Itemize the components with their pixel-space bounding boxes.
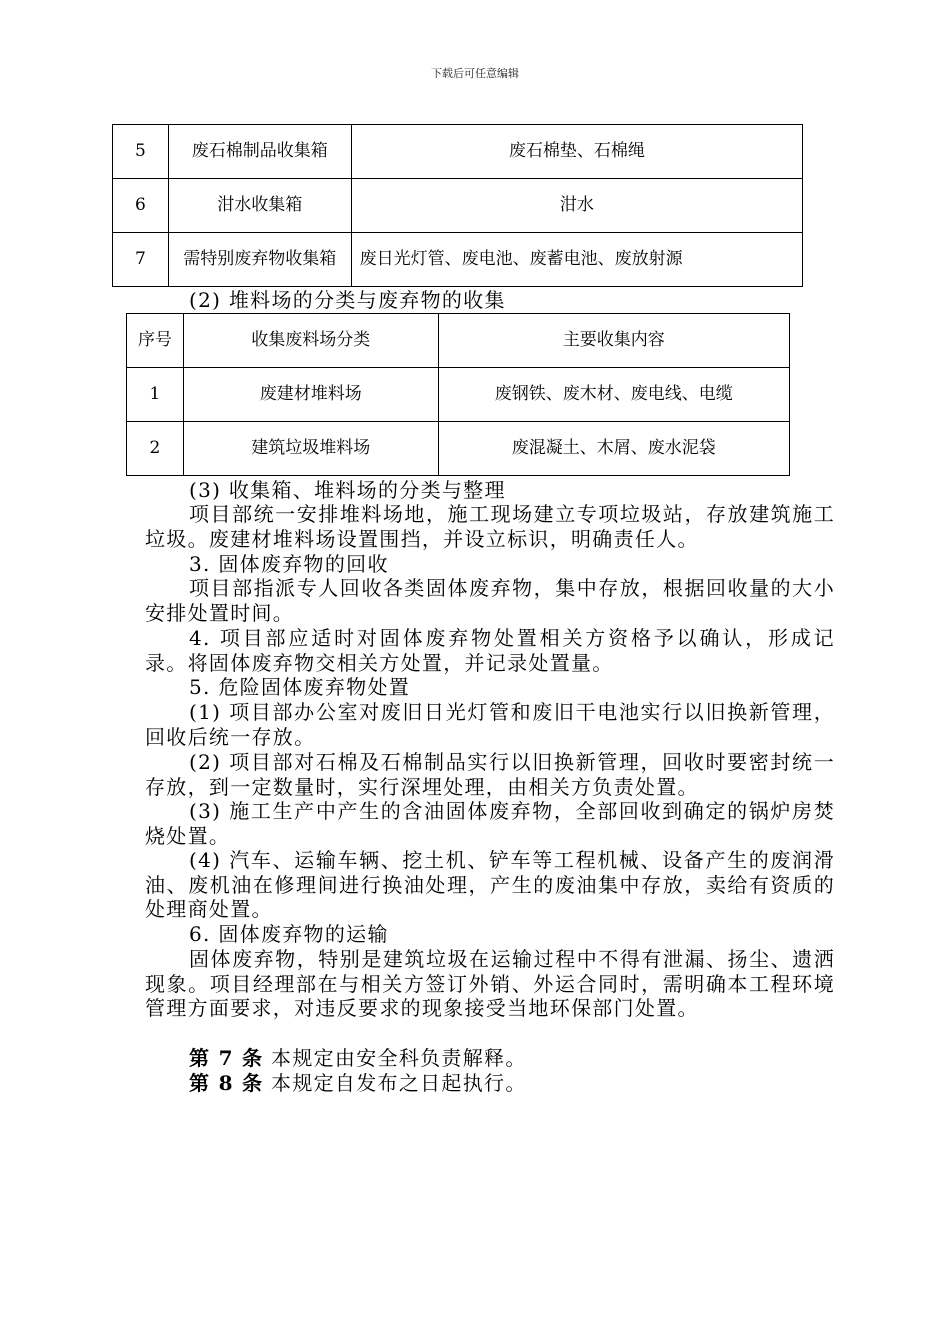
heading-hazardous: 5. 危险固体废弃物处置	[189, 675, 411, 699]
box-content: 废石棉垫、石棉绳	[351, 125, 802, 179]
article-7	[189, 1046, 527, 1071]
article-8-text: 本规定自发布之日起执行。	[271, 1071, 527, 1095]
box-name: 废石棉制品收集箱	[168, 125, 351, 179]
table-row	[127, 422, 790, 476]
paragraph-recovery: 项目部指派专人回收各类固体废弃物，集中存放，根据回收量的大小安排处置时间。	[145, 576, 835, 625]
table-row	[113, 125, 803, 179]
box-content: 泔水	[351, 179, 802, 233]
stockpile-table	[126, 313, 790, 476]
row-number: 6	[113, 179, 169, 233]
table-header-row	[127, 314, 790, 368]
collection-box-table	[112, 124, 803, 287]
table-row	[113, 179, 803, 233]
heading-recovery: 3. 固体废弃物的回收	[189, 552, 389, 576]
page-header: 下载后可任意编辑	[431, 67, 519, 80]
paragraph-hazardous-3: (3) 施工生产中产生的含油固体废弃物，全部回收到确定的锅炉房焚烧处置。	[145, 799, 835, 848]
article-8-label: 第 8 条	[189, 1071, 264, 1095]
table-row	[113, 233, 803, 287]
article-7-label: 第 7 条	[189, 1046, 264, 1070]
paragraph-hazardous-2: (2) 项目部对石棉及石棉制品实行以旧换新管理，回收时要密封统一存放，到一定数量时，实行深埋处理，由相关方负责处置。	[145, 750, 835, 799]
paragraph-transport: 固体废弃物，特别是建筑垃圾在运输过程中不得有泄漏、扬尘、遗洒现象。项目经理部在与相关方签订外销、外运合同时，需明确本工程环境管理方面要求，对违反要求的现象接受当地环保部门处置。	[145, 947, 835, 1021]
yard-content: 废钢铁、废木材、废电线、电缆	[438, 368, 789, 422]
article-8	[189, 1071, 527, 1096]
heading-transport: 6. 固体废弃物的运输	[189, 922, 389, 946]
row-number: 5	[113, 125, 169, 179]
yard-content: 废混凝土、木屑、废水泥袋	[438, 422, 789, 476]
section-2-title: (2) 堆料场的分类与废弃物的收集	[189, 288, 506, 312]
row-number: 1	[127, 368, 184, 422]
column-header: 主要收集内容	[438, 314, 789, 368]
box-name: 需特别废弃物收集箱	[168, 233, 351, 287]
paragraph-qualification: 4. 项目部应适时对固体废弃物处置相关方资格予以确认，形成记录。将固体废弃物交相关方处置，并记录处置量。	[145, 626, 835, 675]
paragraph-hazardous-1: (1) 项目部办公室对废旧日光灯管和废旧干电池实行以旧换新管理，回收后统一存放。	[145, 700, 835, 749]
paragraph-stockpile: 项目部统一安排堆料场地，施工现场建立专项垃圾站，存放建筑施工垃圾。废建材堆料场设置围挡，并设立标识，明确责任人。	[145, 502, 835, 551]
box-content: 废日光灯管、废电池、废蓄电池、废放射源	[351, 233, 802, 287]
box-name: 泔水收集箱	[168, 179, 351, 233]
column-header: 序号	[127, 314, 184, 368]
paragraph-hazardous-4: (4) 汽车、运输车辆、挖土机、铲车等工程机械、设备产生的废润滑油、废机油在修理间进行换油处理，产生的废油集中存放，卖给有资质的处理商处置。	[145, 848, 835, 922]
yard-name: 废建材堆料场	[183, 368, 438, 422]
column-header: 收集废料场分类	[183, 314, 438, 368]
article-7-text: 本规定由安全科负责解释。	[271, 1046, 527, 1070]
yard-name: 建筑垃圾堆料场	[183, 422, 438, 476]
row-number: 7	[113, 233, 169, 287]
section-3-title: (3) 收集箱、堆料场的分类与整理	[189, 478, 506, 502]
table-row	[127, 368, 790, 422]
row-number: 2	[127, 422, 184, 476]
